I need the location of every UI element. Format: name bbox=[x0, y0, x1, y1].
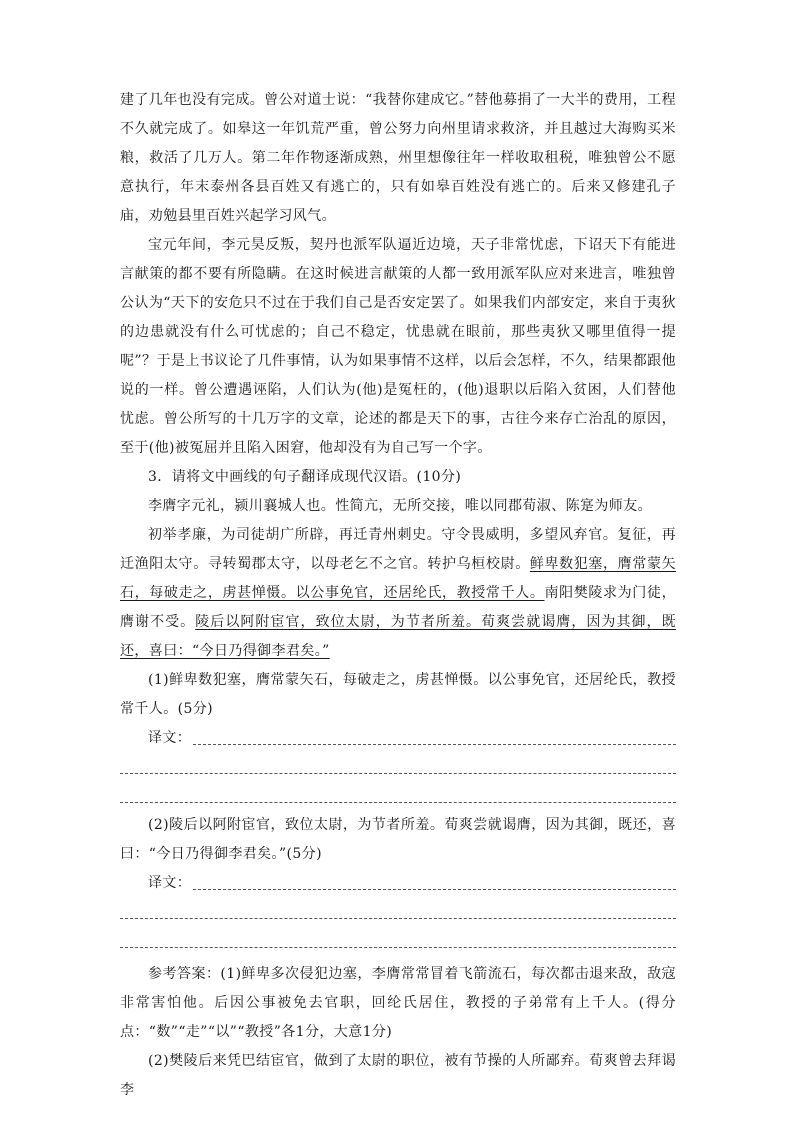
answer-line-1b[interactable] bbox=[120, 753, 676, 782]
underlined-sentence-1: 鲜卑数犯塞，膺常蒙矢石，每破走之，虏甚惮慑。以公事免官，还居纶氏，教授常千人。 bbox=[120, 556, 676, 601]
answer-line-2a[interactable] bbox=[120, 869, 676, 898]
passage-paragraph-2 bbox=[120, 521, 676, 666]
answer-line-2b[interactable] bbox=[120, 898, 676, 927]
underlined-sentence-2: 陵后以阿附宦官，致位太尉，为节者所羞。荀爽尝就谒膺，因为其御，既还，喜曰：“今日乃得御李君矣。” bbox=[120, 614, 676, 659]
sub-question-1: (1)鲜卑数犯塞，膺常蒙矢石，每破走之，虏甚惮慑。以公事免官，还居纶氏，教授常千人。(5分) bbox=[120, 672, 676, 717]
document-content bbox=[120, 86, 676, 1105]
answer-line-2c[interactable] bbox=[120, 927, 676, 956]
reference-answer-2: (2)樊陵后来凭巴结宦官，做到了太尉的职位，被有节操的人所鄙弃。荀爽曾去拜谒李 bbox=[120, 1053, 676, 1098]
translation-paragraph-2: 宝元年间，李元昊反叛，契丹也派军队逼近边境，天子非常忧虑，下诏天下有能进言献策的都不要有所隐瞒。在这时候进言献策的人都一致用派军队应对来进言，唯独曾公认为“天下的安危只不过在于我们自己是否安定罢了。如果我们内部安定，来自于夷狄的边患就没有什么可忧虑的；自己不稳定，忧患就在眼前，那些夷狄又哪里值得一提呢”？于是上书议论了几件事情，认为如果事情不这样，以后会怎样，不久，结果都跟他说的一样。曾公遭遇诬陷，人们认为(他)是冤枉的，(他)退职以后陷入贫困，人们替他忧虑。曾公所写的十几万字的文章，论述的都是天下的事，古往今来存亡治乱的原因，至于(他)被冤屈并且陷入困窘，他却没有为自己写一个字。 bbox=[120, 237, 676, 456]
passage-paragraph-1: 李膺字元礼，颍川襄城人也。性简亢，无所交接，唯以同郡荀淑、陈寔为师友。 bbox=[148, 498, 652, 514]
dotted-line bbox=[193, 744, 676, 745]
dotted-line bbox=[193, 889, 676, 890]
answer-line-1a[interactable] bbox=[120, 724, 676, 753]
translation-label: 译文： bbox=[148, 730, 192, 746]
question-title: 3．请将文中画线的句子翻译成现代汉语。(10分) bbox=[148, 469, 462, 485]
translation-paragraph-1: 建了几年也没有完成。曾公对道士说：“我替你建成它。”替他募捐了一大半的费用，工程不久就完成了。如皋这一年饥荒严重，曾公努力向州里请求救济，并且越过大海购买米粮，救活了几万人。第二年作物逐渐成熟，州里想像往年一样收取租税，唯独曾公不愿意执行，年末泰州各县百姓又有逃亡的，只有如皋百姓没有逃亡的。后来又修建孔子庙，劝勉县里百姓兴起学习风气。 bbox=[120, 92, 676, 224]
translation-label: 译文： bbox=[148, 875, 192, 891]
sub-question-2: (2)陵后以阿附宦官，致位太尉，为节者所羞。荀爽尝就谒膺，因为其御，既还，喜曰：“今日乃得御李君矣。”(5分) bbox=[120, 817, 676, 862]
passage-text: 初举孝廉，为司徒胡广所辟，再迁青州刺史。守令畏威明，多望风弃官。复征，再迁渔阳太守。寻转蜀郡太守，以母老乞不之官。转护乌桓校尉。 bbox=[120, 527, 676, 572]
reference-answer-1: 参考答案：(1)鲜卑多次侵犯边塞，李膺常常冒着飞箭流石，每次都击退来敌，敌寇非常害怕他。后因公事被免去官职，回纶氏居住，教授的子弟常有上千人。(得分点：“数”“走”“以”“教授”各1分，大意1分) bbox=[120, 966, 676, 1040]
passage-text: 南阳樊陵求为门徒，膺谢不受。 bbox=[120, 585, 676, 630]
answer-line-1c[interactable] bbox=[120, 782, 676, 811]
